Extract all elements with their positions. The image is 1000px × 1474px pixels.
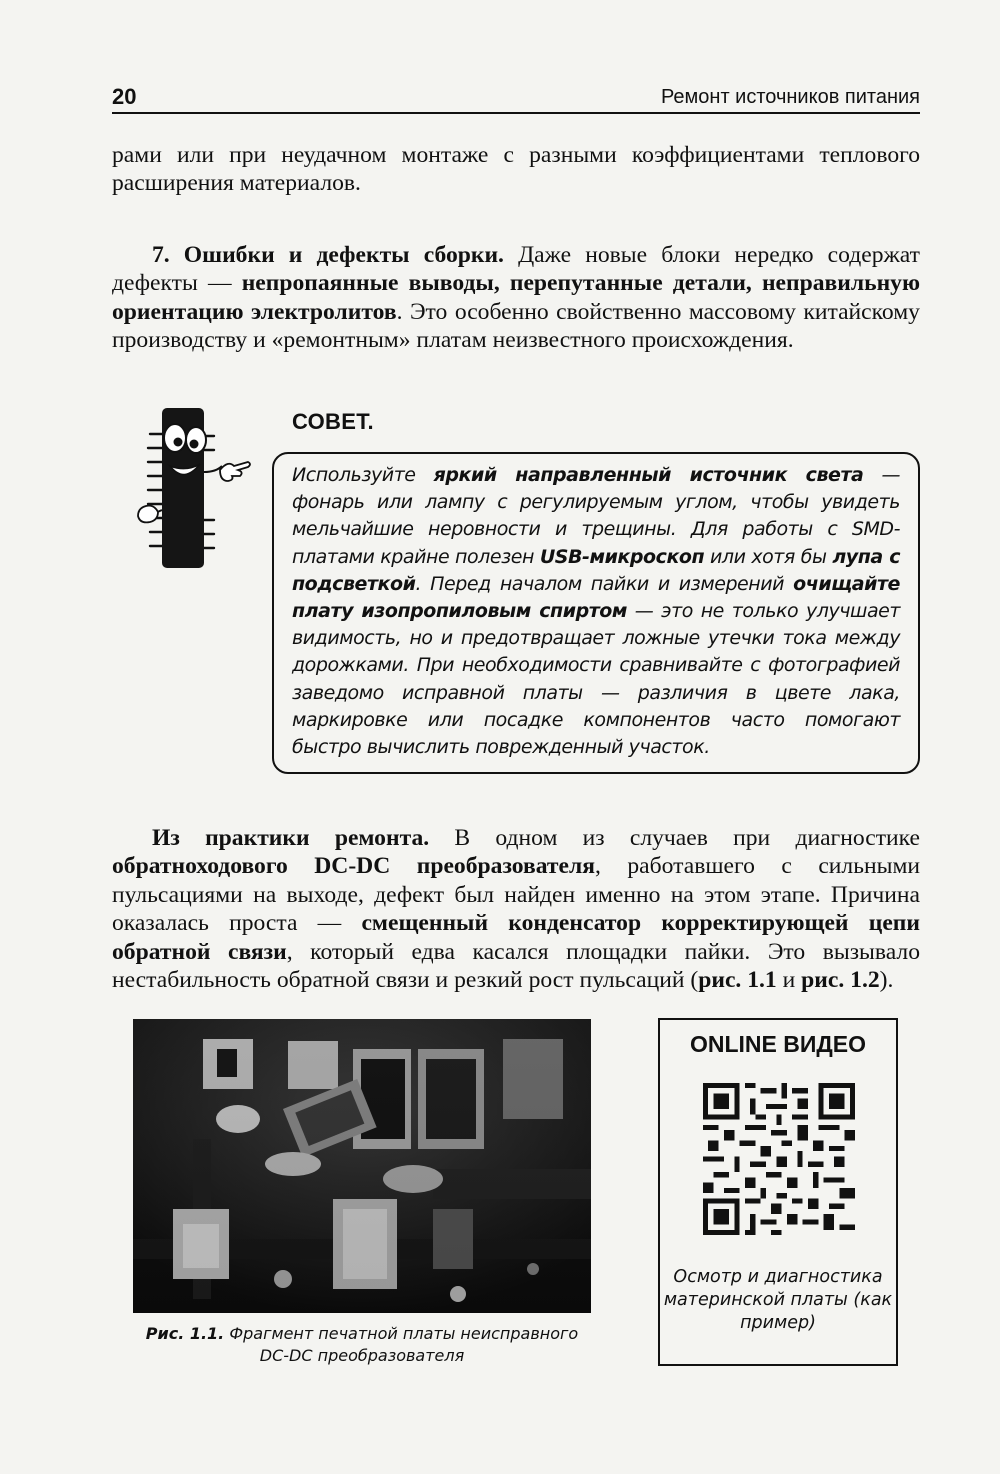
qr-code-icon[interactable] (703, 1083, 855, 1235)
running-header (112, 78, 920, 114)
figure-label: Рис. 1.1. (145, 1324, 225, 1343)
paragraph-repair-practice: Из практики ремонта. В одном из случаев при диагностике обратноходового DC-DC преобразователя, работавшего с сильными пульсациями на выходе, дефект был найден именно на этом этапе. Причина оказалась проста — смещенный конденсатор корректирующей цепи обратной связи, который едва касался площадки пайки. Это вызывало нестабильность обратной связи и резкий рост пульсаций (рис. 1.1 и рис. 1.2). (112, 825, 921, 994)
video-caption: Осмотр и диагностика материнской платы (как пример) (663, 1267, 893, 1333)
tip-label: СОВЕТ. (292, 409, 374, 434)
paragraph-lead: Из практики ремонта. (152, 825, 430, 851)
chip-mascot-illustration (130, 400, 260, 575)
video-title: ONLINE ВИДЕО (689, 1031, 867, 1057)
pcb-photo (133, 1019, 591, 1313)
tip-text: Используйте яркий направленный источник света — фонарь или лампу с регулируемым углом, чтобы увидеть мельчайшие неровности и трещины. Для работы с SMD-платами крайне полезен USB-микроскоп или хотя бы лупа с подсветкой. Перед началом пайки и измерений очищайте плату изопропиловым спиртом — это не только улучшает видимость, но и предотвращает ложные утечки тока между дорожками. При необходимости сравнивайте с фотографией заведомо исправной платы — различия в цвете лака, маркировке или посадке компонентов часто помогают быстро вычислить поврежденный участок. (292, 464, 901, 759)
figure-caption: Рис. 1.1. Фрагмент печатной платы неисправного DC-DC преобразователя (145, 1324, 579, 1365)
paragraph-lead: 7. Ошибки и дефекты сборки. (152, 242, 504, 268)
page-number: 20 (112, 84, 137, 109)
online-video-box (658, 1018, 898, 1366)
paragraph-continuation (112, 141, 920, 198)
paragraph-assembly-defects: 7. Ошибки и дефекты сборки. Даже новые блоки нередко содержат дефекты — непропаянные выводы, перепутанные детали, неправильную ориентацию электролитов. Это особенно свойственно массовому китайскому производству и «ремонтным» платам неизвестного происхождения. (112, 242, 920, 354)
tip-box (272, 452, 920, 774)
paragraph-text: рами или при неудачном монтаже с разными коэффициентами теплового расширения материалов. (112, 142, 920, 197)
running-title: Ремонт источников питания (660, 86, 920, 108)
